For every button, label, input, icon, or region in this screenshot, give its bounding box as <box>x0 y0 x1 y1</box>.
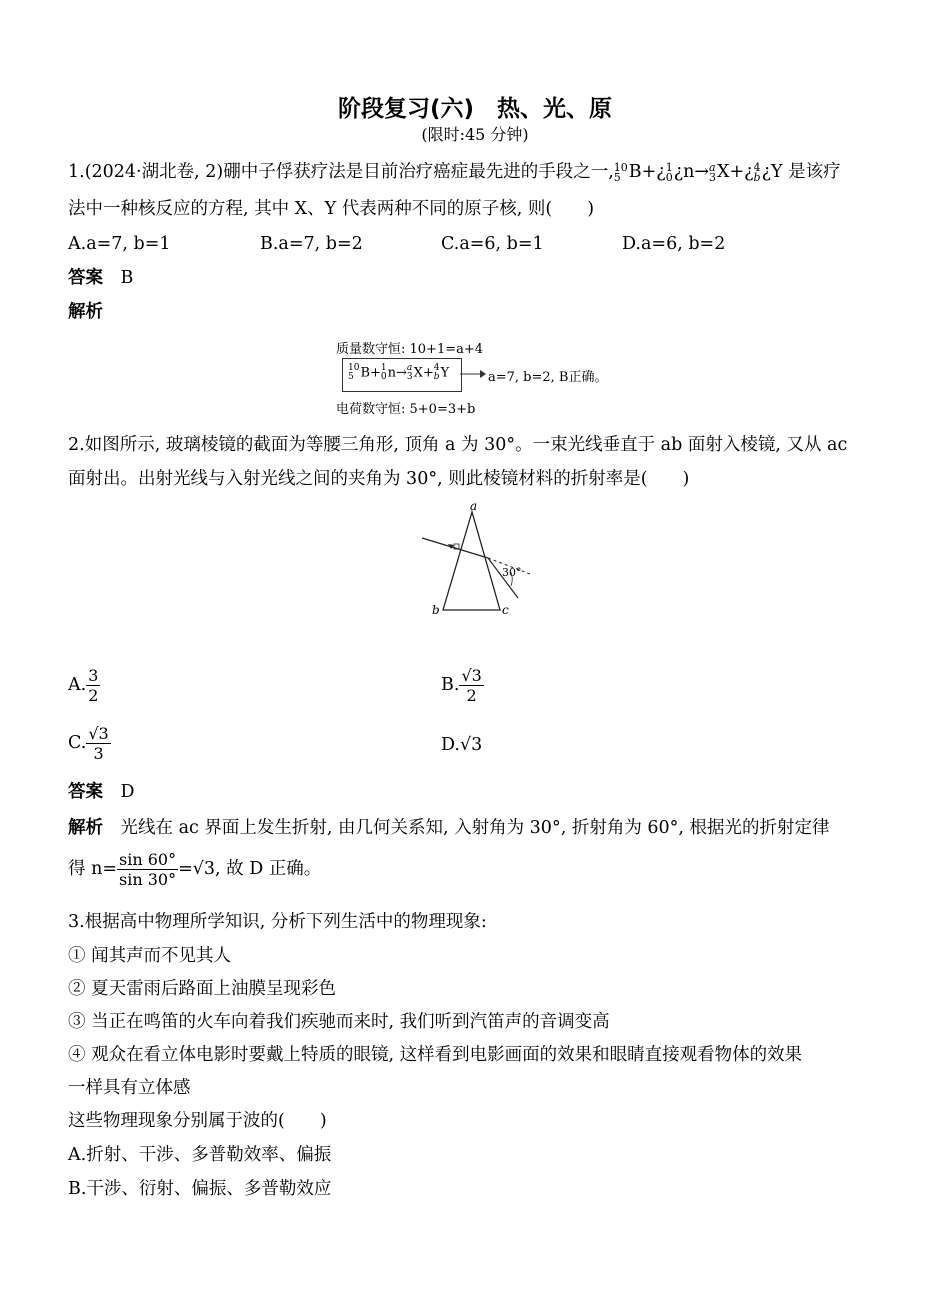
q2-option-b[interactable] <box>441 666 484 705</box>
page-title: 阶段复习(六) 热、光、原 <box>337 96 613 122</box>
nuclide-x-indices: a 3 <box>709 160 717 184</box>
result-arrow-icon <box>460 368 486 380</box>
q1-option-a[interactable]: A.a=7, b=1 <box>68 234 171 254</box>
vertex-a-label: a <box>470 499 478 513</box>
frac-numerator: sin 60° <box>119 850 177 869</box>
sol-b-indices: 10 5 <box>348 363 360 382</box>
q1-stem-line1 <box>68 160 841 184</box>
reaction-equation <box>348 364 449 382</box>
vertex-c-label: c <box>502 603 509 617</box>
q2-analysis-pre: 得 n= <box>68 859 117 879</box>
q3-line-5: 一样具有立体感 <box>68 1078 191 1098</box>
q1-eq-b: B+¿ <box>628 162 666 182</box>
frac-denominator: 3 <box>93 744 104 763</box>
q1-option-b[interactable]: B.a=7, b=2 <box>260 234 363 254</box>
q2-analysis-line2 <box>68 850 321 889</box>
q2-analysis-text: 光线在 ac 界面上发生折射, 由几何关系知, 入射角为 30°, 折射角为 60°, 根据光的折射定律 <box>120 818 830 838</box>
vertex-b-label: b <box>432 603 440 617</box>
sol-y-indices: 4 b <box>433 363 440 382</box>
q1-answer: B <box>120 268 134 288</box>
q2-option-d[interactable]: D.√3 <box>441 735 483 755</box>
q1-eq-x: X+¿ <box>717 162 754 182</box>
q1-solution-diagram <box>330 336 630 420</box>
q2-option-a-fraction <box>86 666 100 705</box>
sol-eq-x: X+ <box>413 365 434 381</box>
q2-analysis-post: =√3, 故 D 正确。 <box>178 859 322 879</box>
q3-line-2: ② 夏天雷雨后路面上油膜呈现彩色 <box>68 979 337 999</box>
q2-option-a[interactable] <box>68 666 100 705</box>
q3-line-1: ① 闻其声而不见其人 <box>68 946 232 966</box>
q2-option-b-fraction <box>459 666 483 705</box>
q1-stem-text: 1.(2024·湖北卷, 2)硼中子俘获疗法是目前治疗癌症最先进的手段之一, <box>68 162 614 182</box>
sol-eq-b: B+ <box>360 365 381 381</box>
nuclide-y-indices: 4 b <box>753 160 761 184</box>
sol-eq-y: Y <box>440 365 450 381</box>
q1-eq-y: ¿Y 是该疗 <box>761 162 841 182</box>
prism-triangle <box>443 512 500 610</box>
answer-label: 答案 <box>68 268 103 288</box>
q3-line-4: ④ 观众在看立体电影时要戴上特质的眼镜, 这样看到电影画面的效果和眼睛直接观看物体的效果 <box>68 1045 803 1065</box>
sol-x-indices: a 3 <box>406 363 413 382</box>
charge-conservation: 电荷数守恒: 5+0=3+b <box>336 402 476 417</box>
frac-numerator: 3 <box>88 666 99 685</box>
nuclide-n-indices: 1 0 <box>665 160 673 184</box>
nuclide-b-indices: 10 5 <box>613 160 628 184</box>
incident-ray <box>422 538 488 558</box>
q3-line-6: 这些物理现象分别属于波的( ) <box>68 1111 327 1131</box>
frac-numerator: √3 <box>461 666 482 685</box>
q3-line-3: ③ 当正在鸣笛的火车向着我们疾驰而来时, 我们听到汽笛声的音调变高 <box>68 1012 610 1032</box>
sol-eq-n: n→ <box>387 365 407 381</box>
q1-option-d[interactable]: D.a=6, b=2 <box>622 234 726 254</box>
snell-fraction <box>117 850 178 889</box>
prism-diagram <box>410 498 550 623</box>
q1-analysis-label-line <box>68 300 103 324</box>
q2-stem-line2: 面射出。出射光线与入射光线之间的夹角为 30°, 则此棱镜材料的折射率是( ) <box>68 469 690 489</box>
sol-n-indices: 1 0 <box>380 363 387 382</box>
q2-option-c-fraction <box>86 724 110 763</box>
q2-answer-line <box>68 780 135 804</box>
q1-answer-line <box>68 266 133 290</box>
q2-option-c-prefix: C. <box>68 733 87 753</box>
q3-line-0: 3.根据高中物理所学知识, 分析下列生活中的物理现象: <box>68 912 487 932</box>
answer-label: 答案 <box>68 782 103 802</box>
q1-option-c[interactable]: C.a=6, b=1 <box>441 234 544 254</box>
frac-numerator: √3 <box>88 724 109 743</box>
mass-conservation: 质量数守恒: 10+1=a+4 <box>336 342 484 357</box>
frac-denominator: 2 <box>466 686 477 705</box>
frac-denominator: 2 <box>88 686 99 705</box>
angle-label: 30° <box>502 566 522 579</box>
q2-answer: D <box>120 782 135 802</box>
q1-stem-line2: 法中一种核反应的方程, 其中 X、Y 代表两种不同的原子核, 则( ) <box>68 199 595 219</box>
analysis-label: 解析 <box>68 818 103 838</box>
analysis-label: 解析 <box>68 302 103 322</box>
time-limit: (限时:45 分钟) <box>421 125 529 144</box>
q2-option-c[interactable] <box>68 724 111 763</box>
q3-option-b[interactable]: B.干涉、衍射、偏振、多普勒效应 <box>68 1179 332 1199</box>
q3-option-a[interactable]: A.折射、干涉、多普勒效率、偏振 <box>68 1145 332 1165</box>
q2-stem-line1: 2.如图所示, 玻璃棱镜的截面为等腰三角形, 顶角 a 为 30°。一束光线垂直于 ab 面射入棱镜, 又从 ac <box>68 435 848 455</box>
q1-eq-n: ¿n→ <box>673 162 710 182</box>
frac-denominator: sin 30° <box>119 870 177 889</box>
solution-result: a=7, b=2, B正确。 <box>488 370 608 385</box>
q2-option-b-prefix: B. <box>441 675 460 695</box>
q2-option-a-prefix: A. <box>68 675 87 695</box>
q2-analysis-line1 <box>68 816 830 840</box>
